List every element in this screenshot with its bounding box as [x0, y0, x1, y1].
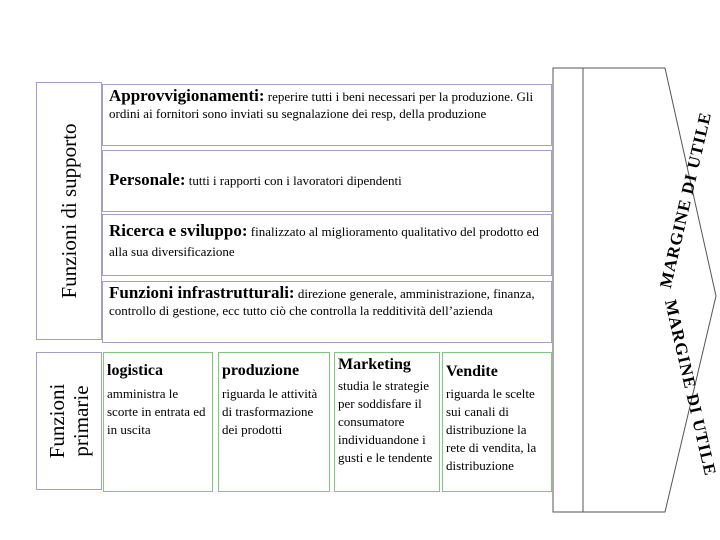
- support-band-infrastrutturali: [102, 281, 552, 343]
- primary-box-vendite: [442, 352, 552, 492]
- primary-title: Vendite: [446, 363, 498, 380]
- margin-label-top: MARGINE DI UTILE: [655, 109, 716, 290]
- band-title: Funzioni infrastrutturali: [109, 283, 289, 302]
- primary-functions-label-box: [36, 352, 102, 490]
- support-functions-label: Funzioni di supporto: [57, 123, 81, 299]
- band-title: Approvvigionamenti: [109, 86, 259, 105]
- band-desc: tutti i rapporti con i lavoratori dipendenti: [185, 173, 402, 188]
- band-title: Personale: [109, 170, 180, 189]
- primary-box-marketing: [334, 352, 440, 492]
- primary-desc: riguarda le scelte sui canali di distribuzione la rete di vendita, la distribuzione: [446, 386, 537, 473]
- band-sep: :: [179, 170, 186, 189]
- primary-desc: studia le strategie per soddisfare il consumatore individuandone i gusti e le tendente: [338, 378, 433, 465]
- primary-desc: riguarda le attività di trasformazione dei prodotti: [222, 386, 318, 437]
- primary-title: logistica: [107, 362, 163, 379]
- band-sep: :: [241, 221, 248, 240]
- primary-title: produzione: [222, 362, 300, 379]
- support-functions-label-box: [36, 82, 102, 340]
- primary-label-line1: Funzioni: [45, 383, 69, 459]
- support-band-personale: [102, 150, 552, 212]
- support-band-ricerca: [102, 214, 552, 276]
- primary-functions-label: [45, 384, 93, 459]
- band-title: Ricerca e sviluppo: [109, 221, 242, 240]
- band-desc: reperire tutti i beni necessari per la produzione. Gli ordini ai fornitori sono inviati su segnalazione dei resp, della produzione: [109, 89, 534, 121]
- support-band-approvvigionamenti: [102, 84, 552, 146]
- band-desc: direzione generale, amministrazione, finanza, controllo di gestione, ecc tutto ciò che controlla la redditività dell’azienda: [109, 286, 535, 318]
- primary-label-line2: primarie: [69, 385, 93, 457]
- primary-box-logistica: [103, 352, 213, 492]
- primary-box-produzione: [218, 352, 330, 492]
- primary-desc: amministra le scorte in entrata ed in uscita: [107, 386, 206, 437]
- band-desc: finalizzato al miglioramento qualitativo del prodotto ed alla sua diversificazione: [109, 224, 539, 259]
- margin-label-bottom: MARGINE DI UTILE: [660, 297, 720, 478]
- band-sep: :: [258, 86, 265, 105]
- band-sep: :: [288, 283, 295, 302]
- primary-title: Marketing: [338, 356, 411, 373]
